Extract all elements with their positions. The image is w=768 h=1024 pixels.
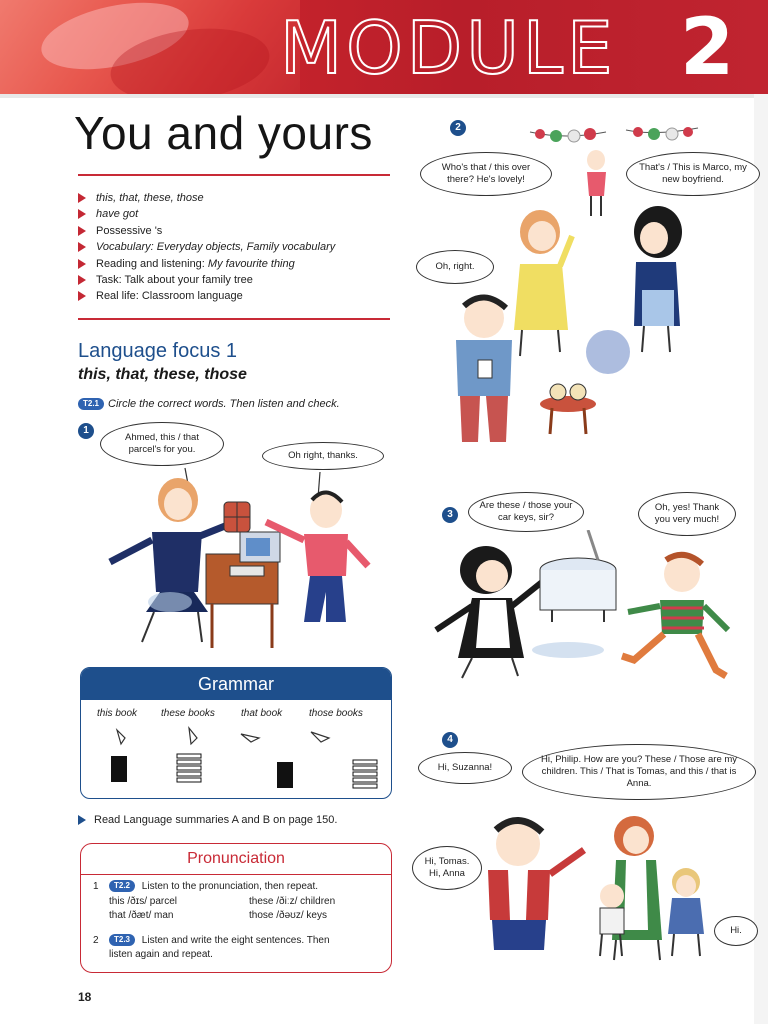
- unit-contents-list: [78, 190, 335, 305]
- audio-track-badge[interactable]: T2.1: [78, 398, 104, 410]
- pron-item-2: T2.3 Listen and write the eight sentences. Then: [109, 934, 330, 946]
- list-item: Task: Talk about your family tree: [78, 272, 335, 288]
- grammar-label: these books: [161, 708, 215, 719]
- section-rule: [78, 318, 390, 320]
- page-edge: [754, 94, 768, 1024]
- scene-number-badge: 1: [78, 423, 94, 439]
- scene-number-badge: 3: [442, 507, 458, 523]
- bullet-triangle-icon: [78, 242, 86, 252]
- language-focus-subtitle: this, that, these, those: [78, 366, 247, 383]
- speech-bubble: Hi, Suzanna!: [418, 752, 512, 784]
- speech-bubble: Oh, right.: [416, 250, 494, 284]
- speech-bubble: Ahmed, this / that parcel's for you.: [100, 422, 224, 466]
- bullet-triangle-icon: [78, 193, 86, 203]
- bullet-triangle-icon: [78, 275, 86, 285]
- grammar-label: that book: [241, 708, 283, 719]
- bullet-triangle-icon: [78, 291, 86, 301]
- scene-4-illustration: [466, 810, 726, 970]
- pron-item-number: 1: [93, 881, 99, 892]
- grammar-label: this book: [97, 708, 138, 719]
- scene-number-badge: 2: [450, 120, 466, 136]
- speech-bubble: Hi, Tomas. Hi, Anna: [412, 846, 482, 890]
- page-number: 18: [78, 990, 92, 1004]
- pron-example: that /ðæt/ man: [109, 910, 174, 921]
- reference-note: Read Language summaries A and B on page 150.: [78, 814, 337, 826]
- list-item: Possessive 's: [78, 223, 335, 239]
- unit-title: You and yours: [74, 107, 373, 159]
- module-banner: [0, 0, 768, 94]
- scene-2-illustration: [430, 140, 720, 460]
- speech-bubble: Who's that / this over there? He's lovely!: [420, 152, 552, 196]
- list-item: Vocabulary: Everyday objects, Family vocabulary: [78, 239, 335, 255]
- list-item: have got: [78, 206, 335, 222]
- speech-bubble: Oh, yes! Thank you very much!: [638, 492, 736, 536]
- scene-number-badge: 4: [442, 732, 458, 748]
- list-item: Real life: Classroom language: [78, 288, 335, 304]
- grammar-box: [80, 667, 392, 799]
- grammar-label: those books: [309, 708, 363, 719]
- grammar-illustration: [81, 724, 392, 799]
- pronunciation-box: [80, 843, 392, 973]
- exercise-instruction: T2.1 Circle the correct words. Then listen and check.: [78, 398, 340, 410]
- speech-bubble: Hi.: [714, 916, 758, 946]
- pronunciation-divider: [81, 874, 391, 875]
- bullet-triangle-icon: [78, 815, 86, 825]
- module-number: 2: [680, 3, 735, 93]
- speech-bubble: Oh right, thanks.: [262, 442, 384, 470]
- audio-track-badge[interactable]: T2.3: [109, 934, 135, 946]
- pron-item-1: T2.2 Listen to the pronunciation, then repeat.: [109, 880, 318, 892]
- speech-bubble: Are these / those your car keys, sir?: [468, 492, 584, 532]
- scene-3-illustration: [428, 530, 738, 690]
- title-rule: [78, 174, 390, 176]
- pron-item-number: 2: [93, 935, 99, 946]
- pron-example: this /ðɪs/ parcel: [109, 896, 178, 907]
- scene-1-illustration: [90, 462, 390, 658]
- list-item: this, that, these, those: [78, 190, 335, 206]
- banner-divider: [0, 94, 768, 98]
- audio-track-badge[interactable]: T2.2: [109, 880, 135, 892]
- bullet-triangle-icon: [78, 259, 86, 269]
- pronunciation-heading: Pronunciation: [187, 850, 285, 867]
- pron-example: those /ðəʊz/ keys: [249, 910, 327, 921]
- bullet-triangle-icon: [78, 209, 86, 219]
- bullet-triangle-icon: [78, 226, 86, 236]
- pron-item-2-cont: listen again and repeat.: [109, 949, 213, 960]
- speech-bubble: Hi, Philip. How are you? These / Those are my children. This / That is Tomas, and this / that is Anna.: [522, 744, 756, 800]
- speech-bubble: That's / This is Marco, my new boyfriend.: [626, 152, 760, 196]
- module-title: MODULE: [280, 6, 617, 90]
- grammar-heading: Grammar: [81, 668, 391, 700]
- pron-example: these /ðiːz/ children: [249, 896, 336, 907]
- list-item: Reading and listening: My favourite thing: [78, 256, 335, 272]
- language-focus-title: Language focus 1: [78, 340, 238, 362]
